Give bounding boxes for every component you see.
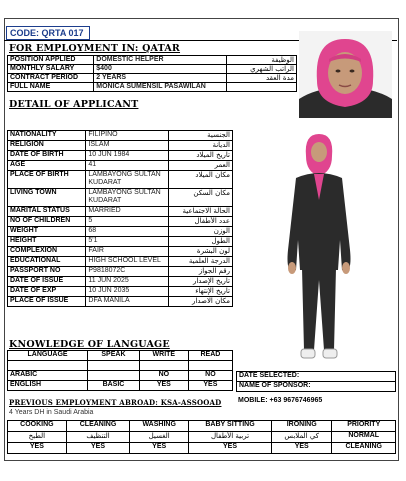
language-empty-cell (8, 361, 88, 371)
detail-row (8, 161, 233, 171)
date-selected: DATE SELECTED: (237, 372, 396, 382)
employment-row (8, 65, 297, 74)
detail-table (7, 130, 233, 307)
mobile-number: MOBILE: +63 9676746965 (238, 397, 323, 404)
detail-value: 5'1 (86, 237, 168, 247)
detail-arabic: تاريخ الميلاد (168, 151, 232, 161)
skill-header: COOKING (8, 421, 67, 432)
full-body-photo (272, 130, 366, 368)
employment-arabic: الوظيفة (226, 56, 296, 65)
employment-value: $400 (94, 65, 227, 74)
skill-value: YES (66, 443, 130, 454)
detail-value: 41 (86, 161, 168, 171)
employment-row (8, 74, 297, 83)
skill-value: CLEANING (332, 443, 396, 454)
detail-value: ISLAM (86, 141, 168, 151)
detail-arabic: الديانة (168, 141, 232, 151)
language-header: WRITE (139, 351, 188, 361)
skill-header: BABY SITTING (189, 421, 272, 432)
employment-row (8, 83, 297, 92)
detail-arabic: لون البشرة (168, 247, 232, 257)
detail-label: PLACE OF ISSUE (8, 297, 86, 307)
skill-header: PRIORITY (332, 421, 396, 432)
skill-arabic: التنظيف (66, 432, 130, 443)
skill-header: WASHING (130, 421, 189, 432)
skills-header-row (8, 421, 396, 432)
employment-arabic (226, 83, 296, 92)
detail-label: DATE OF BIRTH (8, 151, 86, 161)
detail-arabic: الطول (168, 237, 232, 247)
skills-arabic-row (8, 432, 396, 443)
detail-value: 11 JUN 2025 (86, 277, 168, 287)
employment-value: 2 YEARS (94, 74, 227, 83)
skill-arabic: كي الملابس (271, 432, 331, 443)
detail-row (8, 151, 233, 161)
detail-label: MARITAL STATUS (8, 207, 86, 217)
detail-row (8, 141, 233, 151)
detail-arabic: مكان الاصدار (168, 297, 232, 307)
skill-header: CLEANING (66, 421, 130, 432)
employment-label: POSITION APPLIED (8, 56, 94, 65)
detail-arabic: الجنسية (168, 131, 232, 141)
language-empty-cell (88, 361, 140, 371)
detail-label: HEIGHT (8, 237, 86, 247)
language-header: SPEAK (88, 351, 140, 361)
detail-label: PLACE OF BIRTH (8, 171, 86, 189)
employment-label: FULL NAME (8, 83, 94, 92)
detail-row (8, 257, 233, 267)
employment-label: CONTRACT PERIOD (8, 74, 94, 83)
detail-row (8, 237, 233, 247)
detail-label: COMPLEXION (8, 247, 86, 257)
detail-value: 68 (86, 227, 168, 237)
detail-arabic: مكان السكن (168, 189, 232, 207)
skills-table (7, 420, 396, 454)
skill-header: IRONING (271, 421, 331, 432)
detail-arabic: مكان الميلاد (168, 171, 232, 189)
detail-value: 10 JUN 1984 (86, 151, 168, 161)
language-table (7, 350, 233, 391)
skill-arabic: الطبخ (8, 432, 67, 443)
detail-row (8, 189, 233, 207)
experience-title: PREVIOUS EMPLOYMENT ABROAD: KSA-ASSOOAD (9, 398, 222, 407)
employment-title: FOR EMPLOYMENT IN: QATAR (9, 43, 181, 54)
language-header-row (8, 351, 233, 361)
detail-value: P9818072C (86, 267, 168, 277)
language-write: NO (139, 371, 188, 381)
language-row (8, 371, 233, 381)
detail-value: DFA MANILA (86, 297, 168, 307)
skill-arabic: NORMAL (332, 432, 396, 443)
detail-value: FILIPINO (86, 131, 168, 141)
name-of-sponsor: NAME OF SPONSOR: (237, 382, 396, 392)
language-speak: BASIC (88, 381, 140, 391)
detail-arabic: الوزن (168, 227, 232, 237)
detail-label: NATIONALITY (8, 131, 86, 141)
language-name: ARABIC (8, 371, 88, 381)
detail-label: NO OF CHILDREN (8, 217, 86, 227)
detail-row (8, 247, 233, 257)
language-empty-cell (188, 361, 232, 371)
detail-label: DATE OF ISSUE (8, 277, 86, 287)
detail-value: LAMBAYONG SULTAN KUDARAT (86, 171, 168, 189)
detail-label: DATE OF EXP (8, 287, 86, 297)
detail-arabic: الحالة الاجتماعية (168, 207, 232, 217)
detail-label: AGE (8, 161, 86, 171)
language-empty-cell (139, 361, 188, 371)
detail-row (8, 207, 233, 217)
language-title: KNOWLEDGE OF LANGUAGE (9, 339, 170, 350)
detail-value: FAIR (86, 247, 168, 257)
language-header: READ (188, 351, 232, 361)
employment-arabic: مدة العقد (226, 74, 296, 83)
detail-row (8, 227, 233, 237)
detail-value: MARRIED (86, 207, 168, 217)
skill-value: YES (189, 443, 272, 454)
employment-table (7, 55, 297, 92)
language-spacer-row (8, 361, 233, 371)
detail-row (8, 171, 233, 189)
detail-label: EDUCATIONAL (8, 257, 86, 267)
language-read: NO (188, 371, 232, 381)
headshot-photo (299, 31, 392, 118)
employment-value: MONICA SUMENSIL PASAWILAN (94, 83, 227, 92)
language-speak (88, 371, 140, 381)
detail-row (8, 131, 233, 141)
detail-row (8, 217, 233, 227)
detail-value: 10 JUN 2035 (86, 287, 168, 297)
employment-value: DOMESTIC HELPER (94, 56, 227, 65)
detail-label: LIVING TOWN (8, 189, 86, 207)
skill-value: YES (8, 443, 67, 454)
detail-value: LAMBAYONG SULTAN KUDARAT (86, 189, 168, 207)
language-read: YES (188, 381, 232, 391)
language-header: LANGUAGE (8, 351, 88, 361)
detail-arabic: العمر (168, 161, 232, 171)
employment-arabic: الراتب الشهري (226, 65, 296, 74)
detail-value: HIGH SCHOOL LEVEL (86, 257, 168, 267)
employment-label: MONTHLY SALARY (8, 65, 94, 74)
detail-label: PASSPORT NO (8, 267, 86, 277)
detail-arabic: الدرجة العلمية (168, 257, 232, 267)
skill-value: YES (130, 443, 189, 454)
detail-row (8, 277, 233, 287)
detail-arabic: عدد الأطفال (168, 217, 232, 227)
detail-arabic: تاريخ الإصدار (168, 277, 232, 287)
skill-arabic: تربية الأطفال (189, 432, 272, 443)
code-label: CODE: QRTA 017 (6, 26, 90, 40)
experience-text: 4 Years DH in Saudi Arabia (9, 409, 94, 416)
detail-row (8, 267, 233, 277)
detail-row (8, 287, 233, 297)
skill-value: YES (271, 443, 331, 454)
language-name: ENGLISH (8, 381, 88, 391)
skills-value-row (8, 443, 396, 454)
detail-row (8, 297, 233, 307)
language-row (8, 381, 233, 391)
employment-row (8, 56, 297, 65)
detail-value: 5 (86, 217, 168, 227)
detail-title: DETAIL OF APPLICANT (9, 99, 139, 110)
detail-arabic: رقم الجواز (168, 267, 232, 277)
sponsor-table (236, 371, 396, 392)
language-write: YES (139, 381, 188, 391)
skill-arabic: الغسيل (130, 432, 189, 443)
detail-arabic: تاريخ الإنتهاء (168, 287, 232, 297)
detail-label: RELIGION (8, 141, 86, 151)
detail-label: WEIGHT (8, 227, 86, 237)
